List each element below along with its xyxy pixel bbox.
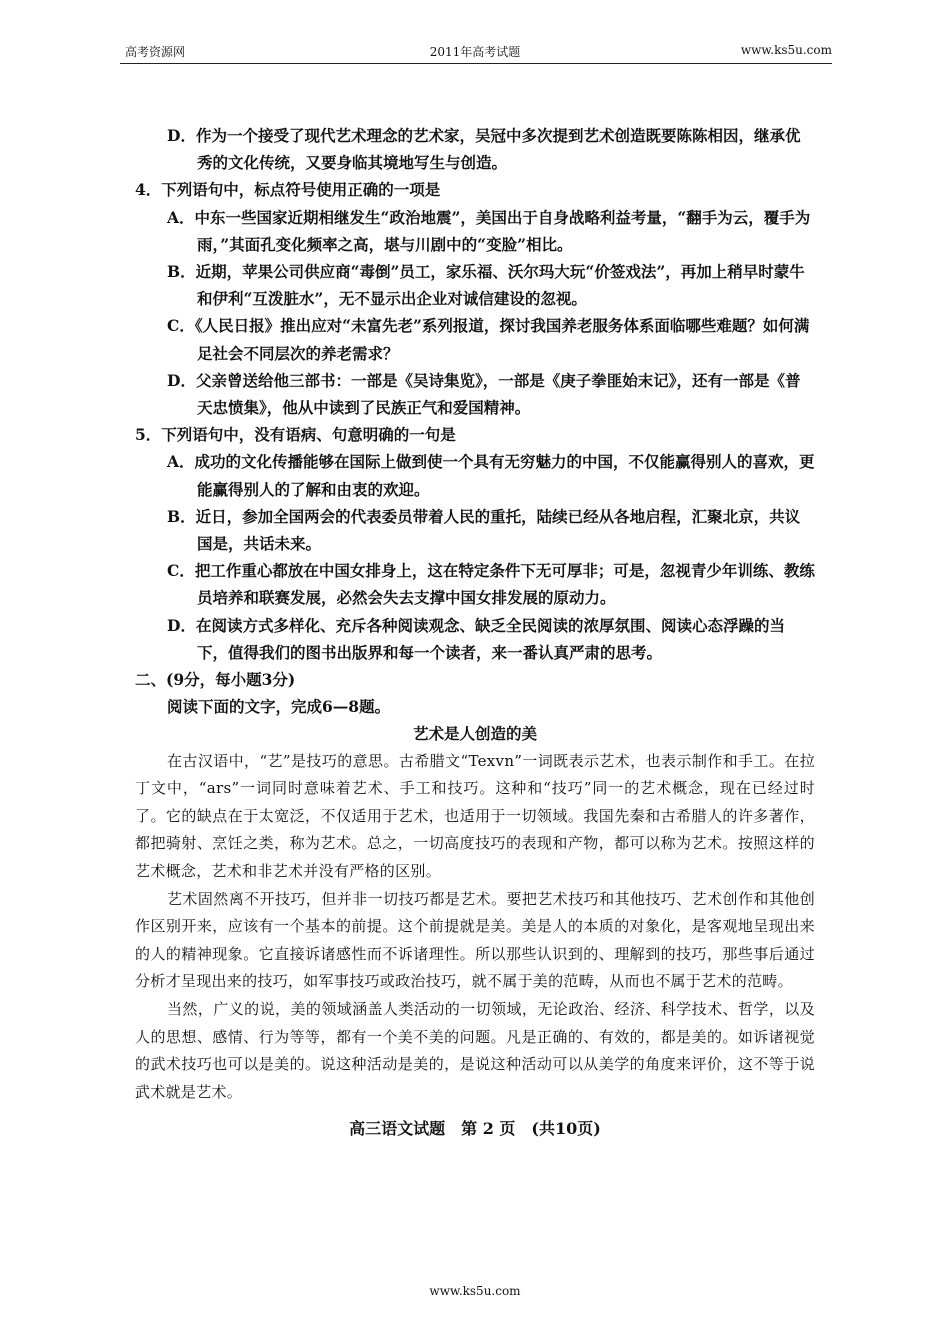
exam-content [135,122,815,1106]
header-divider [120,63,832,64]
section-two-heading: 二、(9分，每小题3分) [135,670,296,690]
q4-option-b: B．近期，苹果公司供应商“毒倒”员工，家乐福、沃尔玛大玩“价签戏法”，再加上稍早时蒙牛和伊利“互泼脏水”，无不显示出企业对诚信建设的忽视。 [167,262,805,309]
page-footer-title: 高三语文试题 第 2 页 (共10页) [349,1119,601,1138]
q5-option-a: A．成功的文化传播能够在国际上做到使一个具有无穷魅力的中国，不仅能赢得别人的喜欢，更能赢得别人的了解和由衷的欢迎。 [167,452,815,499]
page-header [0,38,950,62]
article-paragraph-2: 艺术固然离不开技巧，但并非一切技巧都是艺术。要把艺术技巧和其他技巧、艺术创作和其他创作区别开来，应该有一个基本的前提。这个前提就是美。美是人的本质的对象化，是客观地呈现出来的人的精神现象。它直接诉诸感性而不诉诸理性。所以那些认识到的、理解到的技巧，那些事后通过分析才呈现出来的技巧，如军事技巧或政治技巧，就不属于美的范畴，从而也不属于艺术的范畴。 [135,889,815,991]
header-exam-title: 2011年高考试题 [429,45,521,59]
q5-option-b: B．近日，参加全国两会的代表委员带着人民的重托，陆续已经从各地启程，汇聚北京，共议国是，共话未来。 [167,506,801,554]
header-site-name: 高考资源网 [125,45,186,59]
article-title: 艺术是人创造的美 [412,724,537,744]
q4-stem: 4．下列语句中，标点符号使用正确的一项是 [135,180,441,200]
q4-option-a: A．中东一些国家近期相继发生“政治地震”，美国出于自身战略利益考量，“翻手为云，覆手为雨，”其面孔变化频率之高，堪与川剧中的“变脸”相比。 [167,207,811,254]
q5-stem: 5．下列语句中，没有语病、句意明确的一句是 [135,425,456,445]
q5-option-c: C．把工作重心都放在中国女排身上，这在特定条件下无可厚非；可是，忽视青少年训练、教练员培养和联赛发展，必然会失去支撑中国女排发展的原动力。 [167,561,815,608]
q3-option-d: D．作为一个接受了现代艺术理念的艺术家，吴冠中多次提到艺术创造既要陈陈相因，继承优秀的文化传统，又要身临其境地写生与创造。 [167,126,801,173]
section-two-instruction: 阅读下面的文字，完成6—8题。 [167,697,391,717]
article-paragraph-1: 在古汉语中，“艺”是技巧的意思。古希腊文“Texvn”一词既表示艺术，也表示制作和手工。在拉丁文中，“ars”一词同时意味着艺术、手工和技巧。这种和“技巧”同一的艺术概念，现在已经过时了。它的缺点在于太宽泛，不仅适用于艺术，也适用于一切领域。我国先秦和古希腊人的许多著作，都把骑射、烹饪之类，称为艺术。总之，一切高度技巧的表现和产物，都可以称为艺术。按照这样的艺术概念，艺术和非艺术并没有严格的区别。 [135,751,815,881]
article-paragraph-3: 当然，广义的说，美的领域涵盖人类活动的一切领域，无论政治、经济、科学技术、哲学，以及人的思想、感情、行为等等，都有一个美不美的问题。凡是正确的、有效的，都是美的。如诉诸视觉的武术技巧也可以是美的。说这种活动是美的，是说这种活动可以从美学的角度来评价，这不等于说武术就是艺术。 [135,1000,815,1101]
header-url: www.ks5u.com [740,43,832,57]
q5-option-d: D．在阅读方式多样化、充斥各种阅读观念、缺乏全民阅读的浓厚氛围、阅读心态浮躁的当下，值得我们的图书出版界和每一个读者，来一番认真严肃的思考。 [167,615,785,662]
bottom-url: www.ks5u.com [429,1284,521,1298]
q4-option-d: D．父亲曾送给他三部书：一部是《吴诗集览》，一部是《庚子拳匪始末记》，还有一部是《普天忠愤集》，他从中读到了民族正气和爱国精神。 [167,370,801,418]
q4-option-c: C．《人民日报》推出应对“未富先老”系列报道，探讨我国养老服务体系面临哪些难题？如何满足社会不同层次的养老需求？ [167,316,810,363]
